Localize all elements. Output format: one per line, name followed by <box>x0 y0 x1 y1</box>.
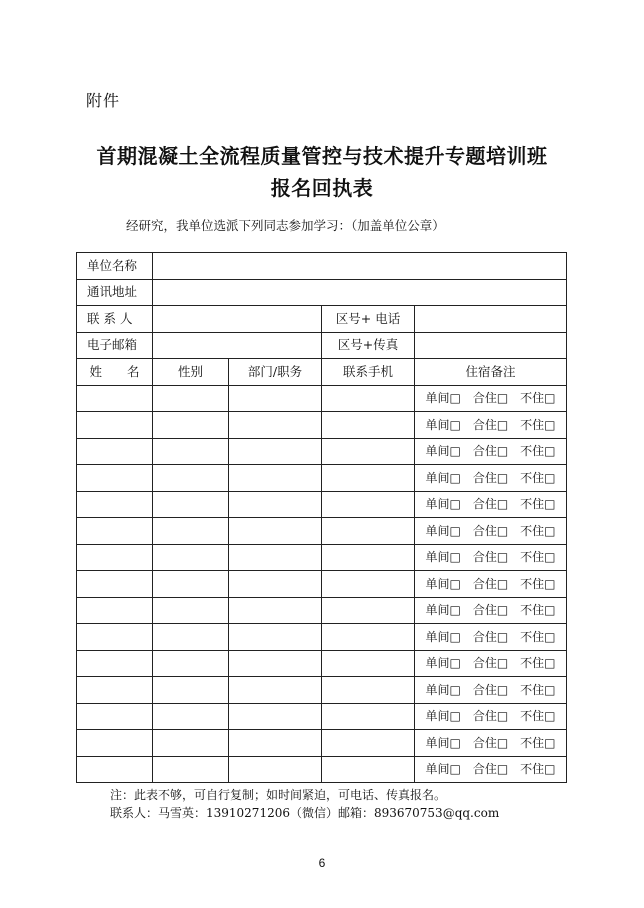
attendee-gender-cell[interactable] <box>153 571 229 598</box>
lodging-options-cell[interactable]: 单间□ 合住□ 不住□ <box>415 730 567 757</box>
attendee-mobile-cell[interactable] <box>322 465 415 492</box>
lodging-options-cell[interactable]: 单间□ 合住□ 不住□ <box>415 412 567 439</box>
attendee-row <box>77 703 567 730</box>
attendee-name-cell[interactable] <box>77 703 153 730</box>
attendee-mobile-cell[interactable] <box>322 412 415 439</box>
col-department-header: 部门/职务 <box>229 359 322 386</box>
attendee-row <box>77 438 567 465</box>
attendee-mobile-cell[interactable] <box>322 624 415 651</box>
contact-label: 联 系 人 <box>77 306 153 333</box>
attendee-row <box>77 518 567 545</box>
contact-field[interactable] <box>153 306 322 333</box>
attendee-department-cell[interactable] <box>229 544 322 571</box>
attendee-name-cell[interactable] <box>77 624 153 651</box>
attendee-department-cell[interactable] <box>229 677 322 704</box>
attendee-row <box>77 385 567 412</box>
address-field[interactable] <box>153 279 567 306</box>
attendee-mobile-cell[interactable] <box>322 650 415 677</box>
attendee-row <box>77 677 567 704</box>
unit-name-field[interactable] <box>153 253 567 280</box>
attendee-name-cell[interactable] <box>77 438 153 465</box>
note-line-2: 联系人：马雪英：13910271206（微信）邮箱：893670753@qq.com <box>110 806 500 820</box>
attendee-row <box>77 412 567 439</box>
attendee-gender-cell[interactable] <box>153 650 229 677</box>
attendee-name-cell[interactable] <box>77 571 153 598</box>
attendee-department-cell[interactable] <box>229 703 322 730</box>
fax-field[interactable] <box>415 332 567 359</box>
attendee-mobile-cell[interactable] <box>322 571 415 598</box>
attendee-name-cell[interactable] <box>77 491 153 518</box>
address-row <box>77 279 567 306</box>
attendee-row <box>77 491 567 518</box>
lodging-options-cell[interactable]: 单间□ 合住□ 不住□ <box>415 465 567 492</box>
attendee-gender-cell[interactable] <box>153 518 229 545</box>
col-gender-header: 性别 <box>153 359 229 386</box>
attendee-name-cell[interactable] <box>77 385 153 412</box>
attendee-department-cell[interactable] <box>229 385 322 412</box>
lodging-options-cell[interactable]: 单间□ 合住□ 不住□ <box>415 677 567 704</box>
attendee-row <box>77 650 567 677</box>
attendee-department-cell[interactable] <box>229 571 322 598</box>
phone-field[interactable] <box>415 306 567 333</box>
attendee-department-cell[interactable] <box>229 491 322 518</box>
fax-label: 区号+传真 <box>322 332 415 359</box>
attendee-mobile-cell[interactable] <box>322 677 415 704</box>
attendee-name-cell[interactable] <box>77 412 153 439</box>
lodging-options-cell[interactable]: 单间□ 合住□ 不住□ <box>415 703 567 730</box>
lodging-options-cell[interactable]: 单间□ 合住□ 不住□ <box>415 518 567 545</box>
unit-name-row <box>77 253 567 280</box>
column-header-row <box>77 359 567 386</box>
attendee-name-cell[interactable] <box>77 597 153 624</box>
col-name-header: 姓 名 <box>77 359 153 386</box>
attendee-row <box>77 624 567 651</box>
attendee-gender-cell[interactable] <box>153 677 229 704</box>
intro-text: 经研究，我单位选派下列同志参加学习：（加盖单位公章） <box>126 218 445 233</box>
attendee-mobile-cell[interactable] <box>322 730 415 757</box>
attendee-name-cell[interactable] <box>77 465 153 492</box>
attendee-department-cell[interactable] <box>229 624 322 651</box>
page-subtitle: 报名回执表 <box>270 176 374 200</box>
attendee-department-cell[interactable] <box>229 650 322 677</box>
lodging-options-cell[interactable]: 单间□ 合住□ 不住□ <box>415 544 567 571</box>
attendee-department-cell[interactable] <box>229 412 322 439</box>
registration-form-table <box>76 252 567 783</box>
attendee-department-cell[interactable] <box>229 438 322 465</box>
email-row <box>77 332 567 359</box>
attendee-row <box>77 544 567 571</box>
lodging-options-cell[interactable]: 单间□ 合住□ 不住□ <box>415 438 567 465</box>
attendee-gender-cell[interactable] <box>153 491 229 518</box>
attendee-name-cell[interactable] <box>77 518 153 545</box>
col-mobile-header: 联系手机 <box>322 359 415 386</box>
lodging-options-cell[interactable]: 单间□ 合住□ 不住□ <box>415 624 567 651</box>
attendee-row <box>77 571 567 598</box>
attendee-gender-cell[interactable] <box>153 703 229 730</box>
attendee-gender-cell[interactable] <box>153 544 229 571</box>
attendee-name-cell[interactable] <box>77 677 153 704</box>
attendee-department-cell[interactable] <box>229 518 322 545</box>
attendee-name-cell[interactable] <box>77 650 153 677</box>
attendee-mobile-cell[interactable] <box>322 491 415 518</box>
attendee-gender-cell[interactable] <box>153 624 229 651</box>
lodging-options-cell[interactable]: 单间□ 合住□ 不住□ <box>415 571 567 598</box>
lodging-options-cell[interactable]: 单间□ 合住□ 不住□ <box>415 650 567 677</box>
attendee-gender-cell[interactable] <box>153 597 229 624</box>
phone-label: 区号+ 电话 <box>322 306 415 333</box>
attendee-department-cell[interactable] <box>229 730 322 757</box>
email-field[interactable] <box>153 332 322 359</box>
attendee-name-cell[interactable] <box>77 756 153 783</box>
attendee-gender-cell[interactable] <box>153 465 229 492</box>
attendee-row <box>77 597 567 624</box>
page-number: 6 <box>318 856 326 870</box>
attendee-mobile-cell[interactable] <box>322 518 415 545</box>
lodging-options-cell[interactable]: 单间□ 合住□ 不住□ <box>415 491 567 518</box>
address-label: 通讯地址 <box>77 279 153 306</box>
lodging-options-cell[interactable]: 单间□ 合住□ 不住□ <box>415 597 567 624</box>
lodging-options-cell[interactable]: 单间□ 合住□ 不住□ <box>415 756 567 783</box>
attendee-department-cell[interactable] <box>229 465 322 492</box>
attendee-department-cell[interactable] <box>229 756 322 783</box>
attendee-gender-cell[interactable] <box>153 385 229 412</box>
attendee-gender-cell[interactable] <box>153 730 229 757</box>
attendee-gender-cell[interactable] <box>153 412 229 439</box>
page-title: 首期混凝土全流程质量管控与技术提升专题培训班 <box>96 144 548 168</box>
note-line-1: 注：此表不够，可自行复制；如时间紧迫，可电话、传真报名。 <box>110 788 447 802</box>
contact-row <box>77 306 567 333</box>
attendee-row <box>77 756 567 783</box>
email-label: 电子邮箱 <box>77 332 153 359</box>
attendee-row <box>77 730 567 757</box>
lodging-options-cell[interactable]: 单间□ 合住□ 不住□ <box>415 385 567 412</box>
col-lodging-header: 住宿备注 <box>415 359 567 386</box>
attendee-mobile-cell[interactable] <box>322 756 415 783</box>
attendee-gender-cell[interactable] <box>153 756 229 783</box>
attendee-mobile-cell[interactable] <box>322 703 415 730</box>
attendee-name-cell[interactable] <box>77 730 153 757</box>
attendee-mobile-cell[interactable] <box>322 544 415 571</box>
unit-name-label: 单位名称 <box>77 253 153 280</box>
attendee-mobile-cell[interactable] <box>322 438 415 465</box>
attachment-label: 附件 <box>86 91 121 110</box>
attendee-mobile-cell[interactable] <box>322 385 415 412</box>
attendee-name-cell[interactable] <box>77 544 153 571</box>
attendee-mobile-cell[interactable] <box>322 597 415 624</box>
attendee-row <box>77 465 567 492</box>
attendee-gender-cell[interactable] <box>153 438 229 465</box>
attendee-department-cell[interactable] <box>229 597 322 624</box>
